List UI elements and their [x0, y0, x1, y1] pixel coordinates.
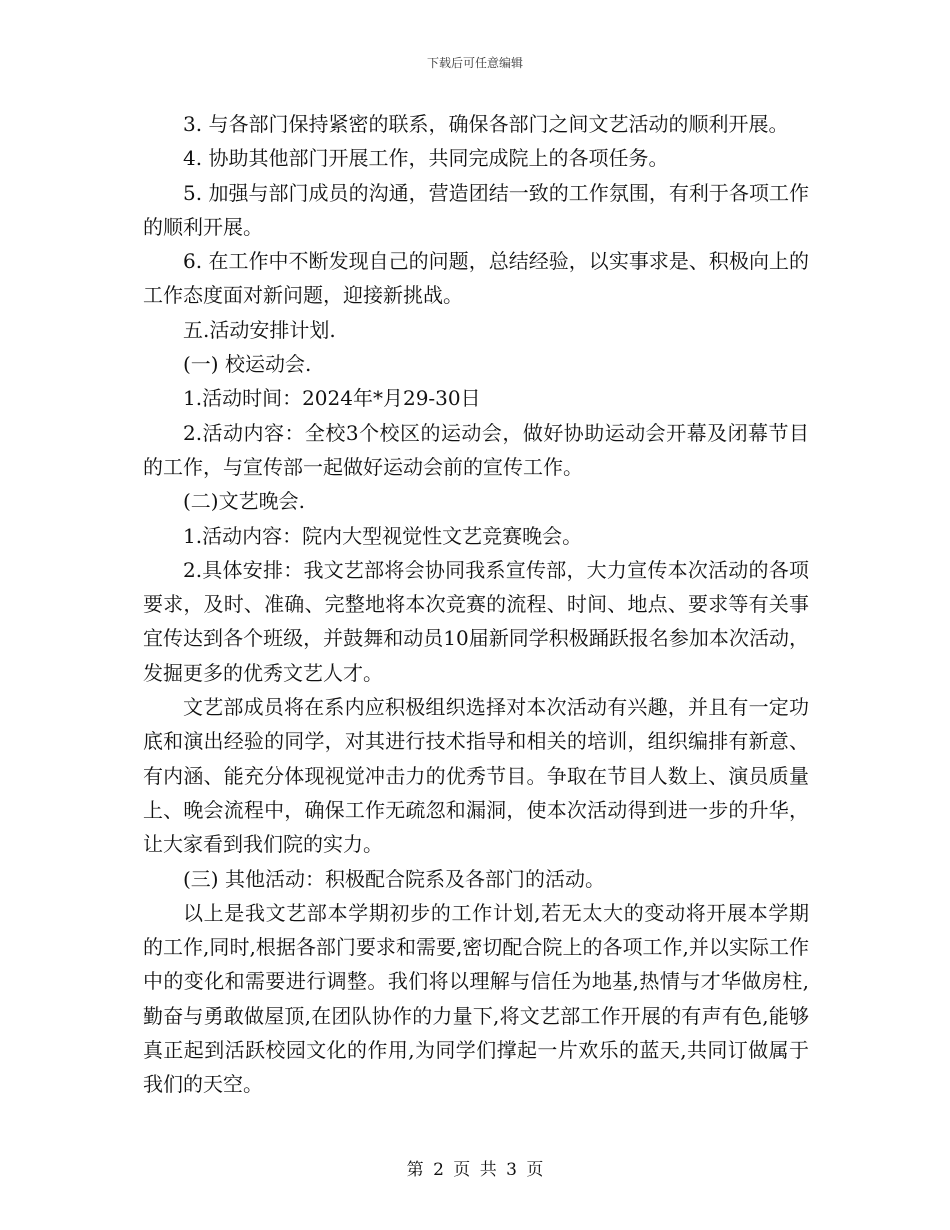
page-header: 下载后可任意编辑 — [426, 56, 523, 70]
paragraph-item-5: 5. 加强与部门成员的沟通，营造团结一致的工作氛围，有利于各项工作的顺利开展。 — [143, 180, 809, 239]
paragraph-item-3: 3. 与各部门保持紧密的联系，确保各部门之间文艺活动的顺利开展。 — [183, 112, 789, 136]
subsection-heading-other: (三) 其他活动：积极配合院系及各部门的活动。 — [183, 866, 605, 891]
paragraph-item-6: 6. 在工作中不断发现自己的问题，总结经验，以实事求是、积极向上的工作态度面对新问题，迎接新挑战。 — [143, 249, 809, 308]
document-body — [143, 107, 809, 1102]
paragraph-sports-time: 1.活动时间：2024年*月29-30日 — [183, 386, 481, 411]
paragraph-gala-content: 1.活动内容：院内大型视觉性文艺竞赛晚会。 — [183, 523, 583, 548]
paragraph-gala-arrangement: 2.具体安排：我文艺部将会协同我系宣传部，大力宣传本次活动的各项要求，及时、准确、完整地将本次竞赛的流程、时间、地点、要求等有关事宜传达到各个班级，并鼓舞和动员10届新同学积极踊跃报名参加本次活动，发掘更多的优秀文艺人才。 — [143, 557, 809, 685]
paragraph-gala-members: 文艺部成员将在系内应积极组织选择对本次活动有兴趣，并且有一定功底和演出经验的同学，对其进行技术指导和相关的培训，组织编排有新意、有内涵、能充分体现视觉冲击力的优秀节目。争取在节目人数上、演员质量上、晚会流程中，确保工作无疏忽和漏洞，使本次活动得到进一步的升华，让大家看到我们院的实力。 — [143, 695, 809, 857]
subsection-heading-gala: (二)文艺晚会. — [183, 489, 305, 514]
subsection-heading-sports-meet: (一) 校运动会. — [183, 352, 312, 377]
page-number: 第 2 页 共 3 页 — [406, 1160, 544, 1180]
paragraph-item-4: 4. 协助其他部门开展工作，共同完成院上的各项任务。 — [183, 146, 669, 171]
paragraph-conclusion: 以上是我文艺部本学期初步的工作计划,若无太大的变动将开展本学期的工作,同时,根据各部门要求和需要,密切配合院上的各项工作,并以实际工作中的变化和需要进行调整。我们将以理解与信任为地基,热情与才华做房柱,勤奋与勇敢做屋顶,在团队协作的力量下,将文艺部工作开展的有声有色,能够真正起到活跃校园文化的作用,为同学们撑起一片欢乐的蓝天,共同订做属于我们的天空。 — [143, 900, 809, 1097]
paragraph-sports-content: 2.活动内容：全校3个校区的运动会，做好协助运动会开幕及闭幕节目的工作，与宣传部一起做好运动会前的宣传工作。 — [143, 420, 809, 479]
section-heading-activity-plan: 五.活动安排计划. — [183, 317, 336, 342]
